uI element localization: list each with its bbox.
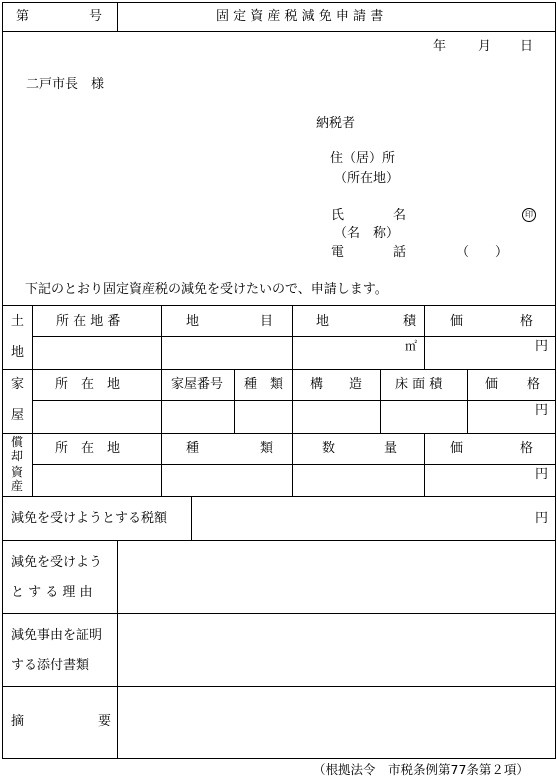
land-header-category-right: 目 [260,314,274,329]
rule [191,496,192,541]
border-bottom [2,758,556,759]
rule [2,31,556,32]
reason-label-line2: と す る 理 由 [11,585,93,600]
house-price-unit: 円 [535,403,549,418]
seal-mark: 印 [522,208,536,222]
depreciable-label-3: 資 [11,465,24,479]
documents-label-line1: 減免事由を証明 [11,628,103,643]
date-day: 日 [520,39,534,54]
depreciable-price-unit: 円 [535,467,549,482]
number-prefix: 第 [16,9,30,24]
date-year: 年 [433,39,447,54]
house-header-location: 所 在 地 [55,377,121,392]
land-label-bottom: 地 [11,345,25,360]
taxpayer-label: 納税者 [316,116,356,131]
land-header-location: 所 在 地 番 [56,314,121,329]
depreciable-header-type-right: 類 [260,441,274,456]
land-header-price-right: 格 [520,314,534,329]
phone-label-right: 話 [393,245,407,260]
rule [2,305,556,306]
rule [117,540,118,759]
depreciable-header-qty-right: 量 [384,441,398,456]
remarks-label-right: 要 [98,714,112,729]
land-header-area-right: 積 [403,314,417,329]
land-label-top: 土 [11,314,25,329]
rule [234,369,235,434]
name-sub-label: （名 称） [334,226,400,241]
house-header-floor-area: 床 面 積 [395,377,443,392]
rule [2,496,556,497]
rule [424,305,425,370]
rule [2,433,556,434]
rule [424,433,425,497]
rule [467,369,468,434]
border-right [555,2,556,759]
depreciable-header-location: 所 在 地 [55,441,121,456]
reason-label-line1: 減免を受けよう [11,555,103,570]
depreciable-label-2: 却 [11,449,24,463]
depreciable-label-1: 償 [11,435,24,449]
documents-label-line2: する添付書類 [11,658,90,673]
house-header-type: 種 類 [244,377,284,392]
number-suffix: 号 [89,9,103,24]
phone-parentheses: （ ） [456,245,509,260]
addressee: 二戸市長 様 [26,77,105,92]
rule [32,336,556,337]
rule [2,613,556,614]
rule [2,540,556,541]
application-statement: 下記のとおり固定資産税の減免を受けたいので、申請します。 [25,282,388,297]
land-header-price-left: 価 [450,314,464,329]
remarks-label-left: 摘 [11,714,25,729]
address-sub-label: （所在地） [334,171,400,186]
depreciable-header-price-left: 価 [450,441,464,456]
form-title: 固 定 資 産 税 減 免 申 請 書 [216,9,384,24]
land-header-category-left: 地 [186,314,200,329]
house-label-top: 家 [11,377,25,392]
rule [292,369,293,434]
tax-amount-label: 減免を受けようとする税額 [11,511,168,526]
rule [161,433,162,497]
house-header-price-left: 価 [485,377,499,392]
house-header-number: 家屋番号 [171,377,224,392]
house-header-price-right: 格 [527,377,541,392]
depreciable-header-qty-left: 数 [322,441,336,456]
name-label-right: 名 [393,208,407,223]
rule [161,305,162,370]
border-top [2,2,556,3]
address-label: 住（居）所 [330,151,396,166]
depreciable-label-4: 産 [11,479,24,493]
border-left [2,2,3,759]
rule [2,686,556,687]
land-area-unit: ㎡ [405,339,418,353]
tax-amount-unit: 円 [535,511,549,526]
rule [2,369,556,370]
date-month: 月 [478,39,492,54]
phone-label-left: 電 [331,245,345,260]
legal-basis-note: （根拠法令 市税条例第77条第２項） [313,762,529,777]
rule [32,464,556,465]
depreciable-header-type-left: 種 [186,441,200,456]
rule [380,369,381,434]
rule [117,2,118,32]
rule [32,400,556,401]
rule [292,433,293,497]
name-label-left: 氏 [331,208,345,223]
rule [32,305,33,497]
house-header-structure: 構 造 [310,377,363,392]
rule [161,369,162,434]
land-header-area-left: 地 [316,314,330,329]
depreciable-header-price-right: 格 [520,441,534,456]
rule [292,305,293,370]
house-label-bottom: 屋 [11,408,25,423]
land-price-unit: 円 [535,339,549,354]
